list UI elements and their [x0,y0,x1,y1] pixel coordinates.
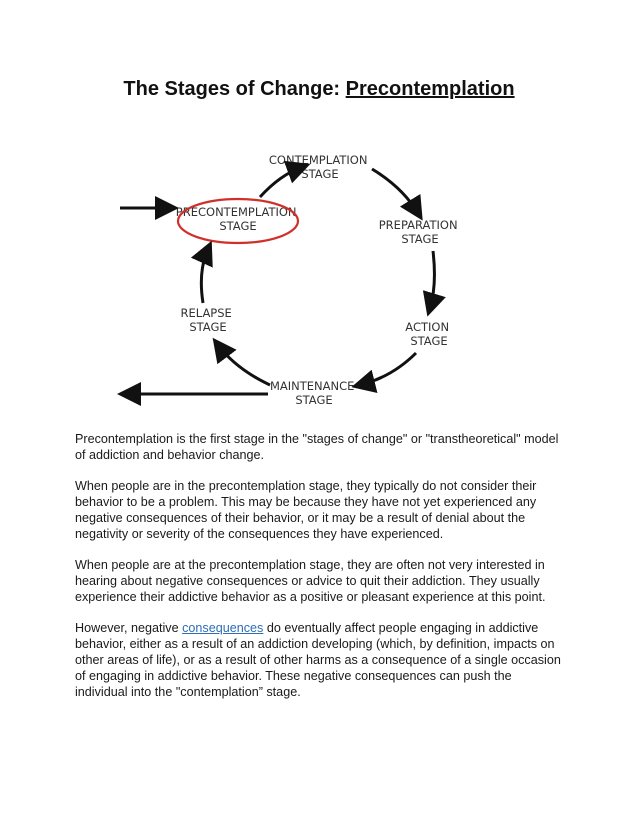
stage-relapse-label: RELAPSE STAGE [180,306,232,334]
paragraph-2: When people are in the precontemplation stage, they typically do not consider their behavior to be a problem. This may be because they have not yet experienced any negative consequences of their behavior, or it may be a result of denial about the negativity or severity of the consequences they have experienced. [75,479,537,541]
paragraph-4-before: However, negative [75,621,183,635]
paragraph-4 [75,620,565,700]
title-prefix: The Stages of Change: [123,78,346,100]
arrow-contemplation-to-preparation [372,169,418,213]
stage-contemplation-label: CONTEMPLATION STAGE [268,153,368,181]
article-body [75,431,565,715]
stage-precontemplation-label: PRECONTEMPLATION STAGE [175,205,297,233]
stage-maintenance-label: MAINTENANCE STAGE [269,379,355,407]
title-underlined: Precontemplation [345,78,515,100]
stage-action-label: ACTION STAGE [405,320,450,348]
arrow-maintenance-to-relapse [218,345,270,385]
consequences-link[interactable]: consequences [182,621,264,635]
arrow-precontemplation-to-contemplation [260,167,302,197]
paragraph-3: When people are at the precontemplation stage, they are often not very interested in hearing about negative consequences or advice to quit their addiction. They usually experience their addictive behavior as a positive or pleasant experience at this point. [75,558,546,604]
paragraph-4-after: do eventually affect people engaging in addictive behavior, either as a result of an addiction developing (which, by definition, impacts on other areas of life), or as a result of other harms as a consequence of a single occasion of engaging in addictive behavior. These negative consequences can push the individual into the "contemplation” stage. [75,621,561,699]
stages-of-change-diagram [100,145,540,415]
arrow-preparation-to-action [430,251,434,308]
arrow-relapse-to-precontemplation [201,249,208,303]
paragraph-1: Precontemplation is the first stage in the "stages of change" or "transtheoretical" model of addiction and behavior change. [75,432,559,462]
stage-preparation-label: PREPARATION STAGE [378,218,458,246]
page-title [0,78,638,101]
arrow-action-to-maintenance [360,353,416,385]
